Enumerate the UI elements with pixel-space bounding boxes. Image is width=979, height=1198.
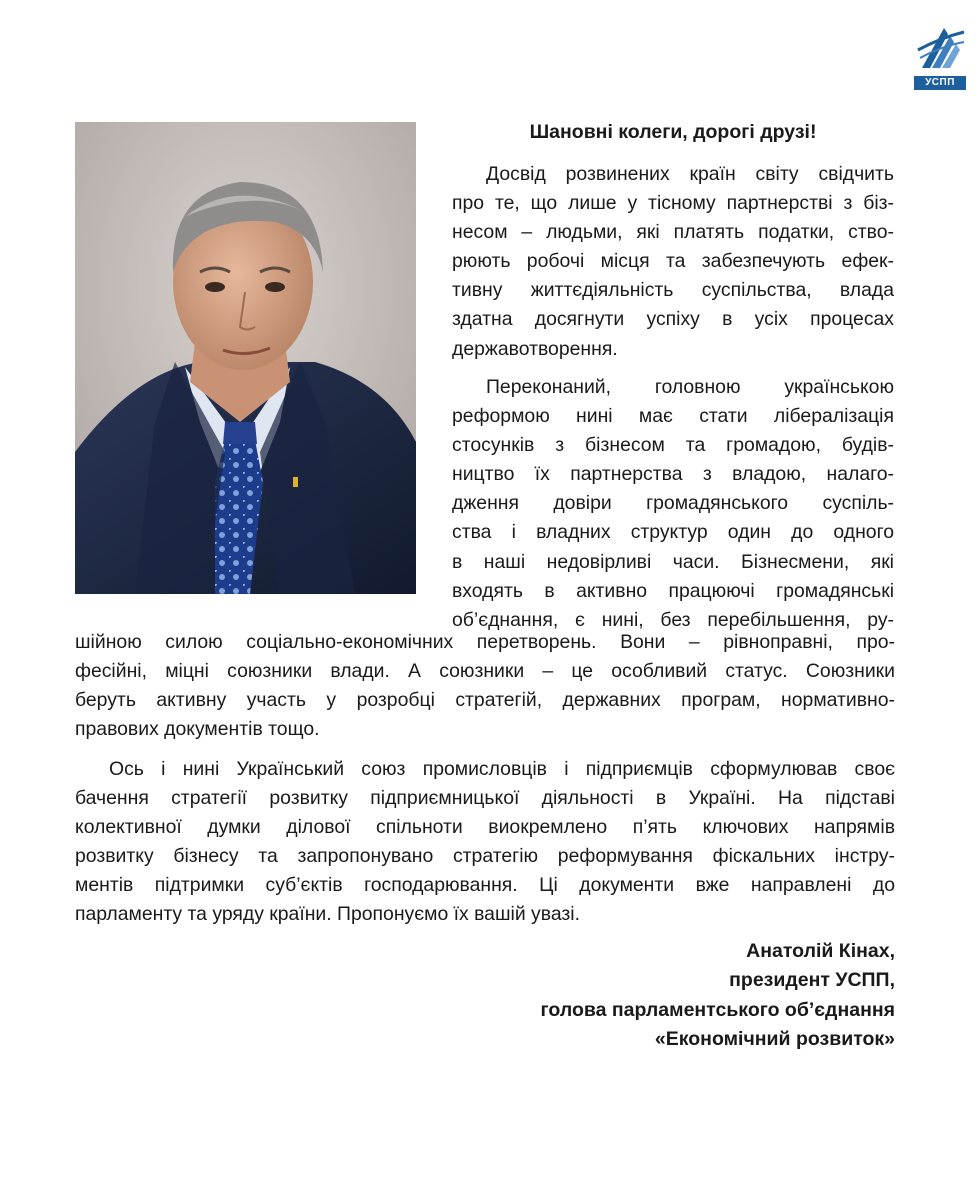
text-line: ництво їх партнерства з владою, налаго- bbox=[452, 463, 894, 486]
text-line: об’єднання, є нині, без перебільшення, ру- bbox=[452, 608, 894, 631]
text-line: входять в активно працюючі громадянські bbox=[452, 579, 894, 602]
text-line: несом – людьми, які платять податки, ство- bbox=[452, 221, 894, 244]
paragraph-1 bbox=[452, 160, 894, 364]
text-line: державотворення. bbox=[452, 337, 618, 360]
text-line: реформою нині має стати лібералізація bbox=[452, 405, 894, 428]
text-line: Ось і нині Український союз промисловців і підприємців сформулював своє bbox=[109, 758, 895, 780]
paragraph-3 bbox=[75, 755, 895, 930]
signature-block bbox=[541, 937, 895, 1054]
logo-emblem-icon bbox=[914, 20, 966, 76]
uspp-logo bbox=[914, 20, 966, 92]
text-line: Переконаний, головною українською bbox=[486, 376, 894, 398]
text-line: Досвід розвинених країн світу свідчить bbox=[486, 163, 894, 185]
text-line: рюють робочі місця та забезпечують ефек- bbox=[452, 250, 894, 273]
text-line: тивну життєдіяльність суспільства, влада bbox=[452, 279, 894, 302]
text-line: колективної думки ділової спільноти виокремлено п’ять ключових напрямів bbox=[75, 816, 895, 839]
logo-text: УСПП bbox=[914, 76, 966, 90]
text-line: беруть активну участь у розробці стратегій, державних програм, нормативно- bbox=[75, 689, 895, 712]
text-line: в наші недовірливі часи. Бізнесмени, які bbox=[452, 550, 894, 573]
text-line: стосунків з бізнесом та громадою, будів- bbox=[452, 434, 894, 457]
text-line: правових документів тощо. bbox=[75, 718, 320, 741]
text-line: бачення стратегії розвитку підприємницької діяльності в Україні. На підставі bbox=[75, 787, 895, 810]
text-line: ментів підтримки суб’єктів господарювання. Ці документи вже направлені до bbox=[75, 874, 895, 897]
text-line: фесійні, міцні союзники влади. А союзники – це особливий статус. Союзники bbox=[75, 660, 895, 683]
greeting-heading: Шановні колеги, дорогі друзі! bbox=[529, 121, 817, 143]
text-line: шійною силою соціально-економічних перетворень. Вони – рівноправні, про- bbox=[75, 631, 895, 653]
signature-name: Анатолій Кінах, bbox=[746, 940, 895, 962]
text-line: здатна досягнути успіху в усіх процесах bbox=[452, 308, 894, 331]
text-line: дження довіри громадянського суспіль- bbox=[452, 492, 894, 515]
text-line: ства і владних структур один до одного bbox=[452, 521, 894, 544]
signature-association: «Економічний розвиток» bbox=[654, 1027, 895, 1050]
signature-role: голова парламентського об’єднання bbox=[540, 998, 895, 1021]
text-line: розвитку бізнесу та запропонувано стратегію реформування фіскальних інстру- bbox=[75, 845, 895, 868]
text-line: про те, що лише у тісному партнерстві з біз- bbox=[452, 192, 894, 215]
portrait-photo bbox=[75, 122, 416, 594]
text-line: парламенту та уряду країни. Пропонуємо їх вашій увазі. bbox=[75, 903, 580, 926]
signature-title: президент УСПП, bbox=[729, 969, 895, 992]
paragraph-2-continued bbox=[75, 628, 895, 744]
paragraph-2 bbox=[452, 373, 894, 635]
